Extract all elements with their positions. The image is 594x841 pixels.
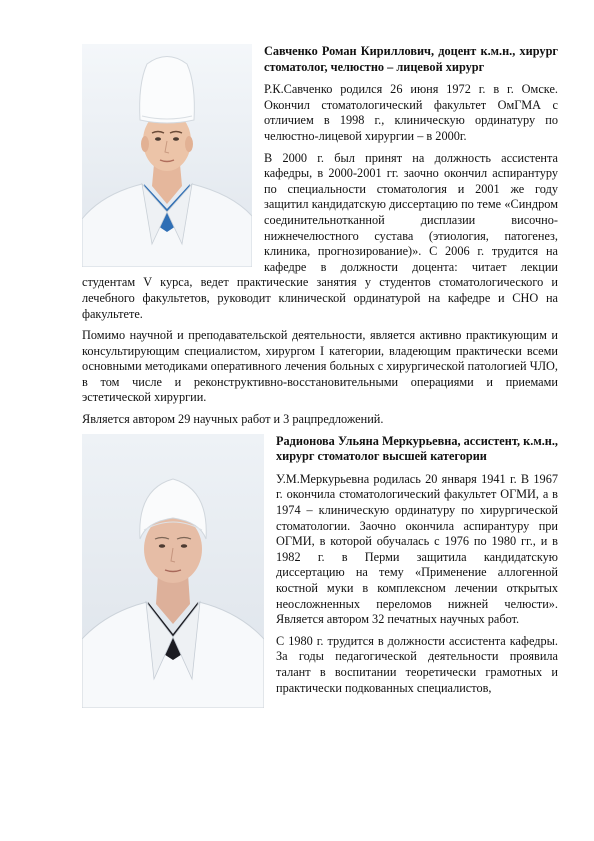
- profile-radionova: [82, 434, 558, 697]
- bio-paragraph: Является автором 29 научных работ и 3 рацпредложений.: [82, 412, 384, 427]
- bio-paragraph: У.М.Меркурьевна родилась 20 января 1941 г. В 1967 г. окончила стоматологический факультет ОГМИ, а в 1974 – клиническую ординатуру по хирургической стоматологии. Заочно окончила аспирантуру при ОГМИ, в которой обучалась с 1976 по 1980 гг., и в 1982 г. в Перми защитила кандидатскую диссертацию на тему «Применение аллогенной костной муки в комплексном лечении открытых неосложненных переломов нижней челюсти». Является автором 32 печатных научных работ.: [276, 471, 558, 627]
- bio-paragraph: С 1980 г. трудится в должности ассистента кафедры. За годы педагогической деятельности проявила талант в воспитании теоретически грамотных и практически подкованных специалистов,: [276, 633, 558, 695]
- portrait-radionova-image: [82, 434, 264, 708]
- person-name-savchenko: Савченко Роман Кириллович, доцент к.м.н., хирург стоматолог, челюстно – лицевой хирург: [264, 44, 558, 74]
- person-name-radionova: Радионова Ульяна Меркурьевна, ассистент, к.м.н., хирург стоматолог высшей категории: [276, 433, 558, 464]
- portrait-savchenko-image: [82, 44, 252, 267]
- bio-paragraph: Р.К.Савченко родился 26 июня 1972 г. в г. Омске. Окончил стоматологический факультет ОмГМА с отличием в 1998 г., клиническую ординатуру по челюстно-лицевой хирургии – в 2000г.: [264, 82, 558, 143]
- bio-paragraph: В 2000 г. был принят на должность ассистента кафедры, в 2000-2001 гг. заочно окончил аспирантуру по специальности стоматология и 2001 же году защитил кандидатскую диссертацию по теме «Синдром соединительнотканной дисплазии височно-нижнечелюстного сустава (этиология, патогенез, клиника, прогнозирование)». С 2006 г. трудится на кафедре в должности доцента: читает лекции студентам V курса, ведет практические занятия у студентов стоматологического и лечебного факультетов, руководит клинической ординатурой на кафедре и СНО на факультете.: [82, 150, 558, 321]
- portrait-photo-savchenko: [82, 44, 252, 267]
- bio-paragraph: Помимо научной и преподавательской деятельности, является активно практикующим и консультирующим специалистом, хирургом I категории, владеющим практически всеми основными методиками оперативного лечения больных с хирургической патологией ЧЛО, в том числе и реконструктивно-восстановительными операциями и приемами эстетической хирургии.: [82, 328, 558, 405]
- profile-savchenko: [82, 44, 558, 428]
- portrait-photo-radionova: [82, 434, 264, 708]
